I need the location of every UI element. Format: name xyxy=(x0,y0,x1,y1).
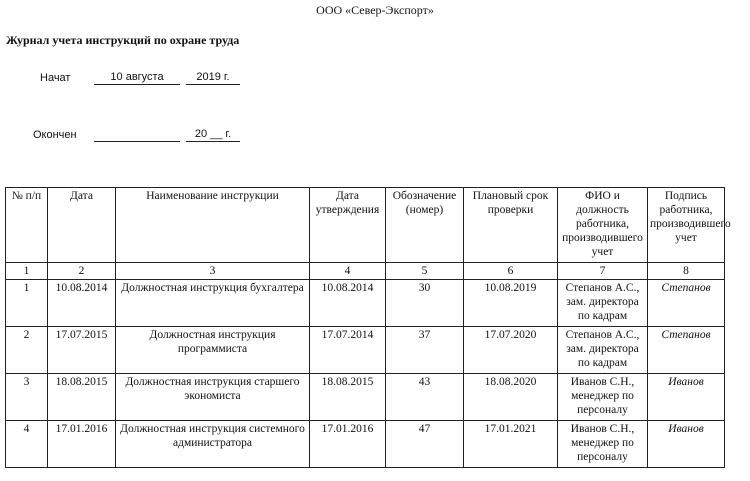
column-number: 1 xyxy=(6,263,48,280)
instructions-journal-table xyxy=(5,187,731,468)
row-signature: Иванов xyxy=(648,421,725,468)
end-day-month-field xyxy=(94,127,180,142)
column-number: 4 xyxy=(310,263,386,280)
row-code: 47 xyxy=(386,421,464,468)
row-instruction-name: Должностная инструкция программиста xyxy=(116,327,310,374)
header-cell-code: Обозначение (номер) xyxy=(386,188,464,263)
table-row xyxy=(6,327,725,374)
header-cell-person: ФИО и должность работника, производившего учет xyxy=(558,188,648,263)
header-cell-approved: Дата утверждения xyxy=(310,188,386,263)
row-code: 30 xyxy=(386,280,464,327)
header-cell-name: Наименование инструкции xyxy=(116,188,310,263)
table-row xyxy=(6,374,725,421)
row-date: 17.07.2015 xyxy=(48,327,116,374)
row-number: 3 xyxy=(6,374,48,421)
row-number: 4 xyxy=(6,421,48,468)
row-code: 37 xyxy=(386,327,464,374)
row-person: Иванов С.Н., менеджер по персоналу xyxy=(558,421,648,468)
header-cell-check: Плановый срок проверки xyxy=(464,188,558,263)
row-signature: Степанов xyxy=(648,327,725,374)
row-instruction-name: Должностная инструкция старшего экономиста xyxy=(116,374,310,421)
row-check-date: 17.07.2020 xyxy=(464,327,558,374)
column-number: 2 xyxy=(48,263,116,280)
column-number: 7 xyxy=(558,263,648,280)
column-number: 5 xyxy=(386,263,464,280)
row-signature: Иванов xyxy=(648,374,725,421)
organization-name: ООО «Север-Экспорт» xyxy=(316,3,434,17)
column-number: 3 xyxy=(116,263,310,280)
table-row xyxy=(6,421,725,468)
header-cell-date: Дата xyxy=(48,188,116,263)
row-approved-date: 10.08.2014 xyxy=(310,280,386,327)
row-check-date: 17.01.2021 xyxy=(464,421,558,468)
row-date: 10.08.2014 xyxy=(48,280,116,327)
table-row xyxy=(6,280,725,327)
header-cell-number: № п/п xyxy=(6,188,48,263)
column-number: 8 xyxy=(648,263,725,280)
row-check-date: 10.08.2019 xyxy=(464,280,558,327)
row-instruction-name: Должностная инструкция бухгалтера xyxy=(116,280,310,327)
document-title: Журнал учета инструкций по охране труда xyxy=(6,33,240,47)
column-number: 6 xyxy=(464,263,558,280)
row-signature: Степанов xyxy=(648,280,725,327)
header-cell-signature: Подпись работника, производившего учет xyxy=(648,188,725,263)
end-label: Окончен xyxy=(33,129,77,141)
row-number: 2 xyxy=(6,327,48,374)
row-approved-date: 17.07.2014 xyxy=(310,327,386,374)
row-person: Степанов А.С., зам. директора по кадрам xyxy=(558,327,648,374)
row-approved-date: 17.01.2016 xyxy=(310,421,386,468)
row-date: 18.08.2015 xyxy=(48,374,116,421)
row-date: 17.01.2016 xyxy=(48,421,116,468)
row-code: 43 xyxy=(386,374,464,421)
row-person: Степанов А.С., зам. директора по кадрам xyxy=(558,280,648,327)
row-person: Иванов С.Н., менеджер по персоналу xyxy=(558,374,648,421)
row-instruction-name: Должностная инструкция системного администратора xyxy=(116,421,310,468)
start-label: Начат xyxy=(40,72,71,84)
column-number-row xyxy=(6,263,725,280)
row-check-date: 18.08.2020 xyxy=(464,374,558,421)
start-year-field: 2019 г. xyxy=(186,70,240,85)
row-approved-date: 18.08.2015 xyxy=(310,374,386,421)
start-day-month-field: 10 августа xyxy=(94,70,180,85)
table-header-row xyxy=(6,188,725,263)
end-year-field: 20 __ г. xyxy=(186,127,240,142)
row-number: 1 xyxy=(6,280,48,327)
